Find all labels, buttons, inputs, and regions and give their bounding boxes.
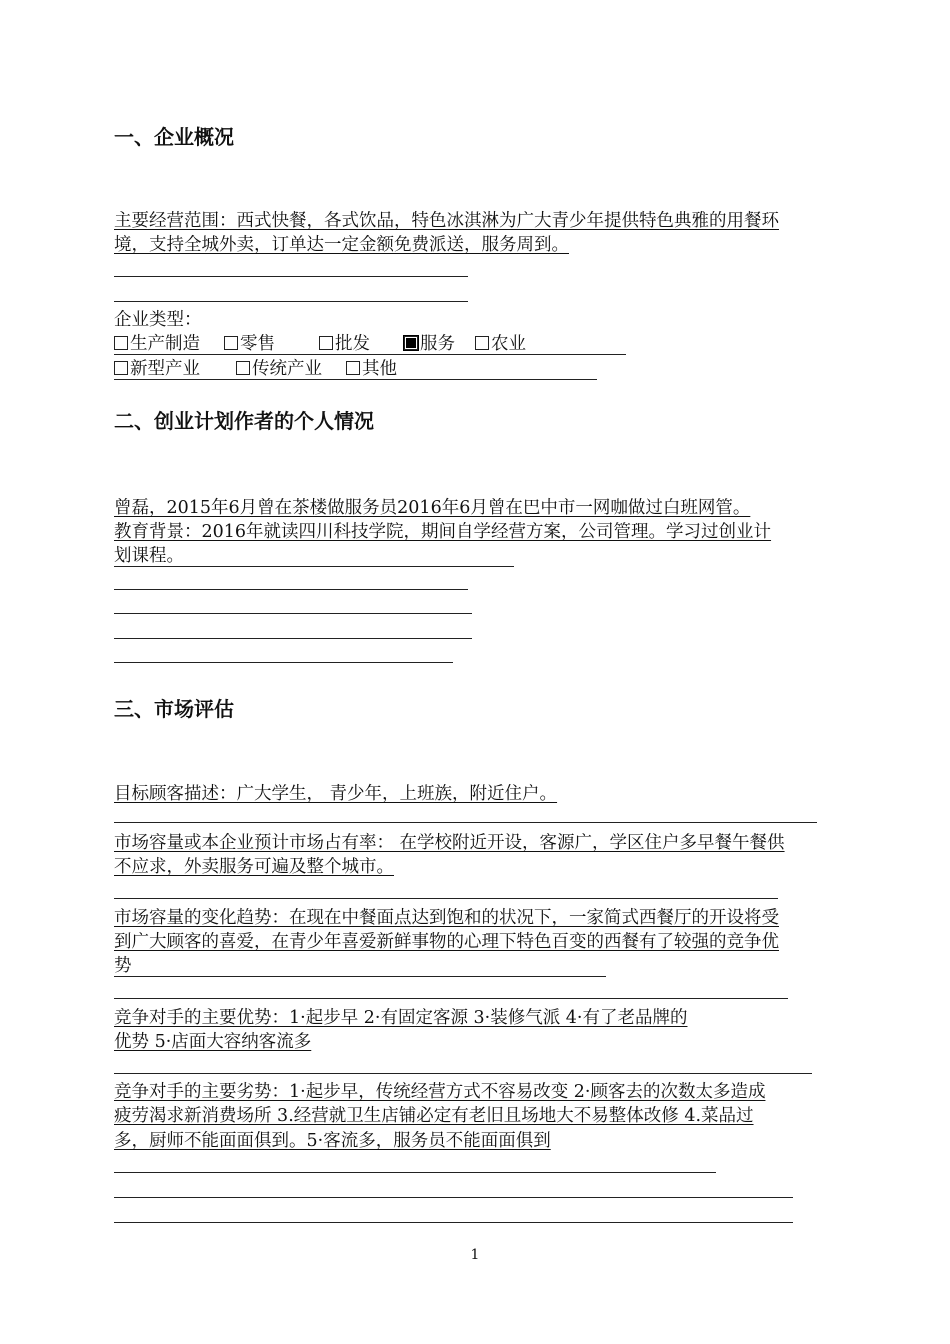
market-capacity-line-1: 市场容量或本企业预计市场占有率： 在学校附近开设，客源广，学区住户多早餐午餐供	[114, 833, 785, 853]
competitor-weaknesses-line-3: 多，厨师不能面面俱到。5·客流多，服务员不能面面俱到	[114, 1131, 551, 1151]
checkbox-icon[interactable]	[319, 336, 333, 350]
competitor-strengths-line-2: 优势 5·店面大容纳客流多	[114, 1032, 312, 1052]
section-heading-company-overview: 一、企业概况	[114, 125, 234, 149]
checkbox-icon[interactable]	[236, 361, 250, 375]
blank-line	[114, 1073, 812, 1074]
company-type-row-2	[114, 357, 597, 380]
checkbox-icon[interactable]	[346, 361, 360, 375]
business-scope-line-2: 境，支持全城外卖，订单达一定金额免费派送，服务周到。	[114, 235, 569, 255]
section-heading-market-evaluation: 三、市场评估	[114, 697, 234, 721]
blank-line	[114, 1197, 793, 1198]
option-other[interactable]: 其他	[346, 359, 397, 379]
blank-line	[114, 1172, 716, 1173]
checkbox-icon[interactable]	[224, 336, 238, 350]
blank-line	[114, 1222, 793, 1223]
competitor-weaknesses-line-1: 竞争对手的主要劣势：1·起步早，传统经营方式不容易改变 2·顾客去的次数太多造成	[114, 1082, 766, 1102]
option-wholesale[interactable]: 批发	[319, 334, 370, 354]
blank-line	[114, 301, 468, 302]
market-capacity-line-2: 不应求，外卖服务可遍及整个城市。	[114, 857, 394, 877]
option-traditional-industry[interactable]: 传统产业	[236, 359, 322, 379]
market-trend-line-1: 市场容量的变化趋势：在现在中餐面点达到饱和的状况下，一家简式西餐厅的开设将受	[114, 908, 779, 928]
blank-line	[114, 822, 817, 823]
blank-line	[114, 638, 472, 639]
option-service[interactable]: 服务	[404, 334, 455, 354]
market-trend-line-2: 到广大顾客的喜爱，在青少年喜爱新鲜事物的心理下特色百变的西餐有了较强的竞争优	[114, 932, 779, 952]
blank-line	[114, 898, 778, 899]
company-type-label: 企业类型：	[114, 310, 202, 330]
competitor-strengths-line-1: 竞争对手的主要优势：1·起步早 2·有固定客源 3·装修气派 4·有了老品牌的	[114, 1008, 688, 1028]
option-manufacturing[interactable]: 生产制造	[114, 334, 200, 354]
option-retail[interactable]: 零售	[224, 334, 275, 354]
company-type-row-1	[114, 332, 626, 355]
blank-line	[114, 589, 468, 590]
page-number: 1	[470, 1247, 480, 1263]
checkbox-icon[interactable]	[114, 361, 128, 375]
checkbox-checked-icon[interactable]	[404, 336, 418, 350]
checkbox-icon[interactable]	[475, 336, 489, 350]
section-heading-author-info: 二、创业计划作者的个人情况	[114, 409, 374, 433]
author-education-line-2: 划课程。	[114, 544, 514, 567]
option-new-industry[interactable]: 新型产业	[114, 359, 200, 379]
author-education-line-1: 教育背景：2016年就读四川科技学院，期间自学经营方案，公司管理。学习过创业计	[114, 522, 772, 542]
competitor-weaknesses-line-2: 疲劳渴求新消费场所 3.经营就卫生店铺必定有老旧且场地大不易整体改修 4.菜品过	[114, 1106, 754, 1126]
author-experience-line: 曾磊，2015年6月曾在茶楼做服务员2016年6月曾在巴中市一网咖做过白班网管。	[114, 498, 751, 518]
blank-line	[114, 998, 788, 999]
blank-line	[114, 662, 453, 663]
blank-line	[114, 276, 468, 277]
target-customers: 目标顾客描述：广大学生， 青少年，上班族，附近住户。	[114, 784, 558, 804]
business-scope-line-1: 主要经营范围：西式快餐，各式饮品，特色冰淇淋为广大青少年提供特色典雅的用餐环	[114, 211, 779, 231]
checkbox-icon[interactable]	[114, 336, 128, 350]
blank-line	[114, 613, 472, 614]
option-agriculture[interactable]: 农业	[475, 334, 526, 354]
market-trend-line-3: 势	[114, 954, 606, 977]
